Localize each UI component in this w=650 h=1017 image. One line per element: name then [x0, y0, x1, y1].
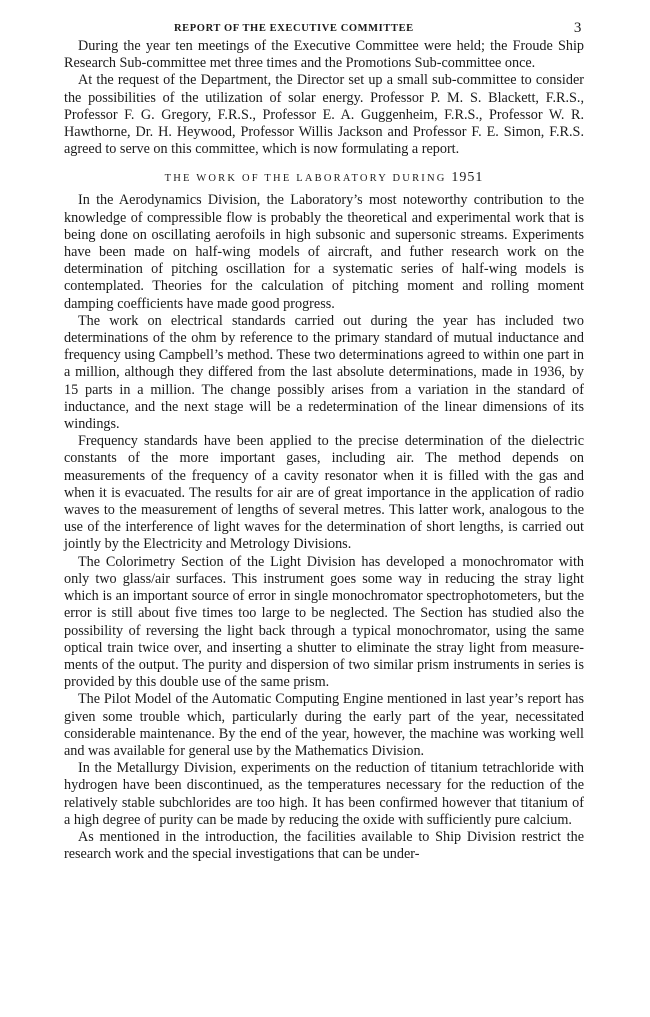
paragraph-ship-division: As mentioned in the introduction, the facilities available to Ship Division restrict the research work and the special investigations that can be under-	[64, 828, 584, 863]
paragraph-colorimetry: The Colorimetry Section of the Light Division has developed a monochromator with only two glass/air surfaces. This instrument goes some way in reducing the stray light which is an important source of error in single monochromator spectrophotometers, but the error is still about five times too large to be neglected. The Section has studied also the possibility of reversing the light back through a typical monochromator, using the same optical train twice over, and inserting a shutter to eliminate the stray light from measurements of the output. The purity and dispersion of two similar prism instruments in series is provided by this double use of the same prism.	[64, 553, 584, 691]
section-heading-text: THE WORK OF THE LABORATORY DURING	[164, 173, 447, 185]
page-number: 3	[573, 20, 582, 36]
paragraph-aerodynamics: In the Aerodynamics Division, the Laboratory’s most noteworthy contribution to the knowledge of compressible flow is probably the theoretical and experimental work that is being done on oscillating aerofoils in high subsonic and supersonic streams. Experiments have been made on half-wing models of aircraft, and futher research work on the determination of pitching oscillation for a systematic series of half-wing models is contemplated. Theories for the calculation of pitching moment and rolling moment damping coefficients have made good progress.	[64, 192, 584, 312]
running-head	[64, 20, 584, 38]
paragraph-electrical-standards: The work on electrical standards carried out during the year has included two determinations of the ohm by reference to the primary standard of mutual inductance and frequency using Campbell’s method. These two determinations agreed to within one part in a million, although they differed from the last absolute determinations, made in 1936, by 15 parts in a million. The change possibly arises from a variation in the standard of inductance, and the next stage will be a redetermination of the linear dimensions of its windings.	[64, 312, 584, 433]
paragraph-metallurgy: In the Metallurgy Division, experiments on the reduction of titanium tetrachloride with hydrogen have been discontinued, as the temperatures necessary for the reduction of the relatively stable subchlorides are too high. It has been confirmed however that titanium of a high degree of purity can be made by reducing the oxide with sufficiently pure calcium.	[64, 760, 584, 828]
section-heading	[64, 170, 584, 186]
paragraph-computing-engine: The Pilot Model of the Automatic Computing Engine mentioned in last year’s report has given some trouble which, particularly during the early part of the year, necessitated considerable maintenance. By the end of the year, however, the machine was working well and was available for general use by the Mathematics Division.	[64, 691, 584, 759]
paragraph-frequency-standards: Frequency standards have been applied to the precise determination of the dielectric constants of the more important gases, including air. The method depends on measurements of the frequency of a cavity resonator when it is filled with the gas and when it is evacuated. The results for air are of great importance in the application of radio waves to the measurement of lengths of several metres. This latter work, analogous to the use of the interference of light waves for the determination of short lengths, is carried out jointly by the Electricity and Metrology Divisions.	[64, 433, 584, 553]
paragraph-solar-energy: At the request of the Department, the Director set up a small sub-committee to consider the possibilities of the utilization of solar energy. Professor P. M. S. Blackett, F.R.S., Professor F. G. Gregory, F.R.S., Professor E. A. Guggenheim, F.R.S., Professor W. R. Hawthorne, Dr. H. Heywood, Professor Willis Jackson and Professor F. E. Simon, F.R.S. agreed to serve on this committee, which is now formulating a report.	[64, 72, 584, 158]
section-heading-year: 1951	[451, 170, 484, 186]
running-head-title: REPORT OF THE EXECUTIVE COMMITTEE	[174, 23, 414, 34]
paragraph-meetings: During the year ten meetings of the Executive Committee were held; the Froude Ship Research Sub-committee met three times and the Promotions Sub-committee once.	[64, 38, 584, 72]
document-page	[64, 20, 584, 863]
